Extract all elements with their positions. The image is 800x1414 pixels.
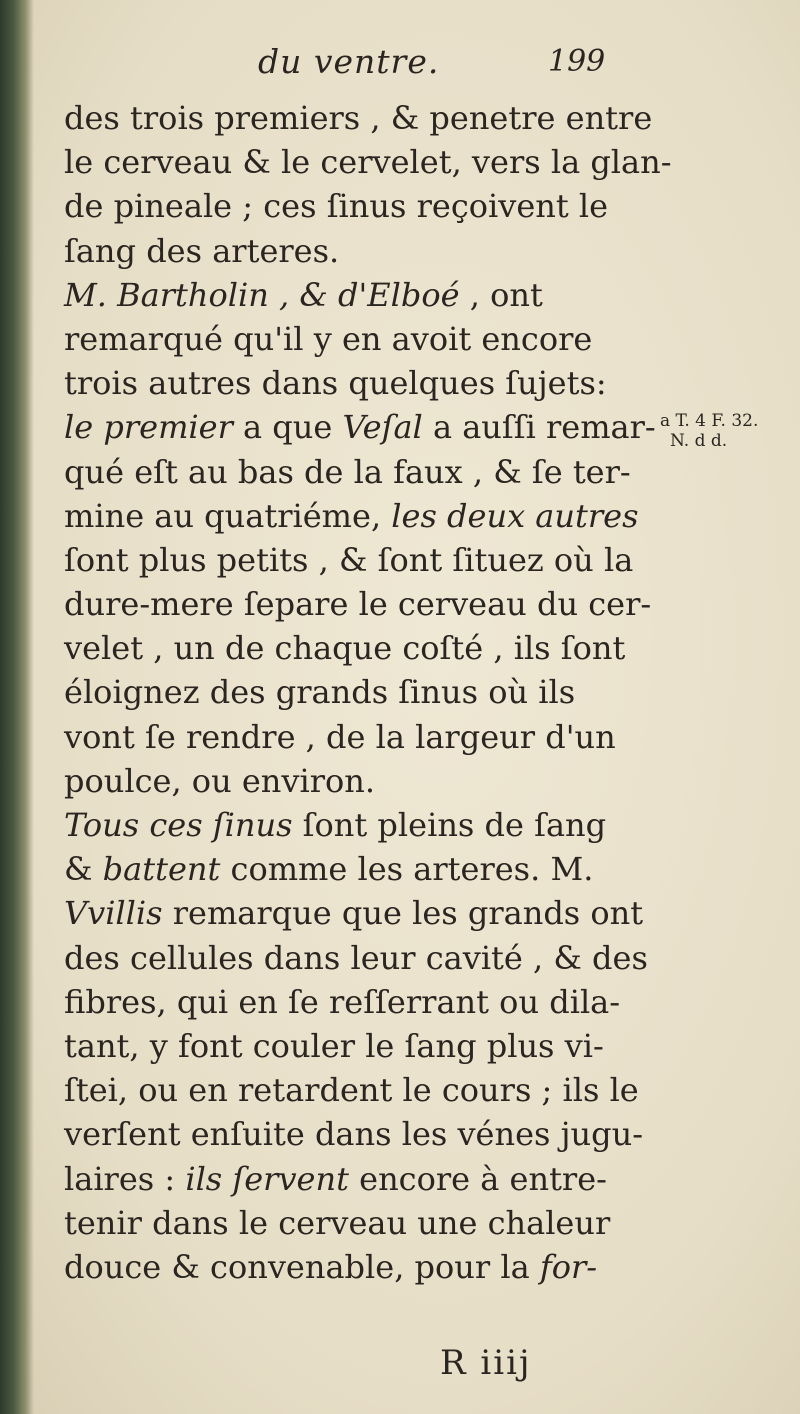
text-run: & (64, 850, 103, 889)
text-run: de pineale ; ces ſinus reçoivent le (64, 187, 609, 226)
text-run: poulce, ou environ. (64, 761, 376, 800)
italic-text-run: M. Bartholin , & d'Elboé (64, 275, 460, 314)
text-run: le cerveau & le cervelet, vers la glan- (64, 143, 672, 182)
text-line (64, 626, 654, 670)
text-line (64, 405, 654, 449)
text-run: ſont pleins de ſang (292, 806, 607, 844)
text-line (64, 670, 654, 714)
italic-text-run: Vvillis (64, 894, 163, 933)
text-line (64, 538, 654, 582)
text-line (64, 1201, 654, 1245)
text-line (64, 96, 654, 140)
text-run: des trois premiers , & penetre entre (64, 99, 653, 137)
text-run: qué eſt au bas de la faux , & ſe ter- (64, 452, 631, 491)
text-run: , ont (459, 275, 543, 314)
text-run: ſtei, ou en retardent le cours ; ils le (64, 1071, 639, 1110)
signature-mark: R iiij (440, 1343, 532, 1383)
italic-text-run: ils ſervent (185, 1159, 349, 1198)
text-run: dure-mere ſepare le cerveau du cer- (64, 585, 652, 624)
page-number: 199 (548, 44, 606, 79)
text-line (64, 847, 654, 891)
text-line (64, 317, 654, 361)
text-run: tant, y font couler le ſang plus vi- (64, 1026, 604, 1065)
text-line (64, 273, 654, 317)
text-line (64, 1068, 654, 1112)
text-run: comme les arteres. M. (220, 850, 594, 889)
text-run: fibres, qui en ſe reſſerrant ou dila- (64, 982, 621, 1021)
text-run: mine au quatriéme, (64, 496, 392, 535)
text-line (64, 1245, 654, 1289)
text-line (64, 715, 654, 759)
text-line (64, 891, 654, 935)
text-run: velet , un de chaque coſté , ils ſont (64, 629, 626, 668)
text-run: remarque que les grands ont (162, 894, 644, 933)
text-run: a que (232, 408, 343, 447)
text-line (64, 582, 654, 626)
text-line (64, 936, 654, 980)
running-title: du ventre. (258, 42, 440, 81)
text-run: verſent enſuite dans les vénes jugu- (64, 1115, 644, 1154)
text-run: remarqué qu'il y en avoit encore (64, 319, 593, 358)
text-run: vont ſe rendre , de la largeur d'un (64, 717, 616, 756)
margin-note-abbreviation: N. d d. (670, 431, 728, 451)
text-line (64, 229, 654, 273)
page-header (0, 30, 800, 80)
italic-text-run: Veſal (342, 408, 423, 447)
text-run: des cellules dans leur cavité , & des (64, 938, 648, 977)
text-run: a auſſi remar- (422, 408, 656, 447)
italic-text-run: for- (539, 1247, 598, 1286)
text-line (64, 980, 654, 1024)
text-run: ſang des arteres. (64, 231, 340, 270)
text-line (64, 184, 654, 228)
italic-text-run: les deux autres (391, 496, 639, 535)
text-run: douce & convenable, pour la (64, 1247, 540, 1286)
text-run: ſont plus petits , & ſont ſituez où la (64, 540, 634, 579)
body-text (64, 96, 672, 1289)
text-line (64, 361, 654, 405)
text-line (64, 140, 672, 184)
text-run: trois autres dans quelques ſujets: (64, 364, 607, 403)
italic-text-run: Tous ces ſinus (64, 806, 293, 844)
page-binding-edge (0, 0, 34, 1414)
text-line (64, 1024, 654, 1068)
text-line (64, 803, 654, 847)
text-line (64, 450, 654, 494)
italic-text-run: le premier (64, 408, 233, 447)
text-run: tenir dans le cerveau une chaleur (64, 1203, 611, 1242)
text-line (64, 759, 654, 803)
text-line (64, 494, 654, 538)
text-run: laires : (64, 1159, 186, 1198)
italic-text-run: battent (102, 850, 221, 889)
text-line (64, 1112, 654, 1156)
margin-note (660, 411, 800, 451)
margin-note-reference: a T. 4 F. 32. (660, 411, 759, 431)
text-line (64, 1157, 654, 1201)
text-run: encore à entre- (348, 1159, 607, 1198)
text-run: éloignez des grands ſinus où ils (64, 673, 576, 712)
